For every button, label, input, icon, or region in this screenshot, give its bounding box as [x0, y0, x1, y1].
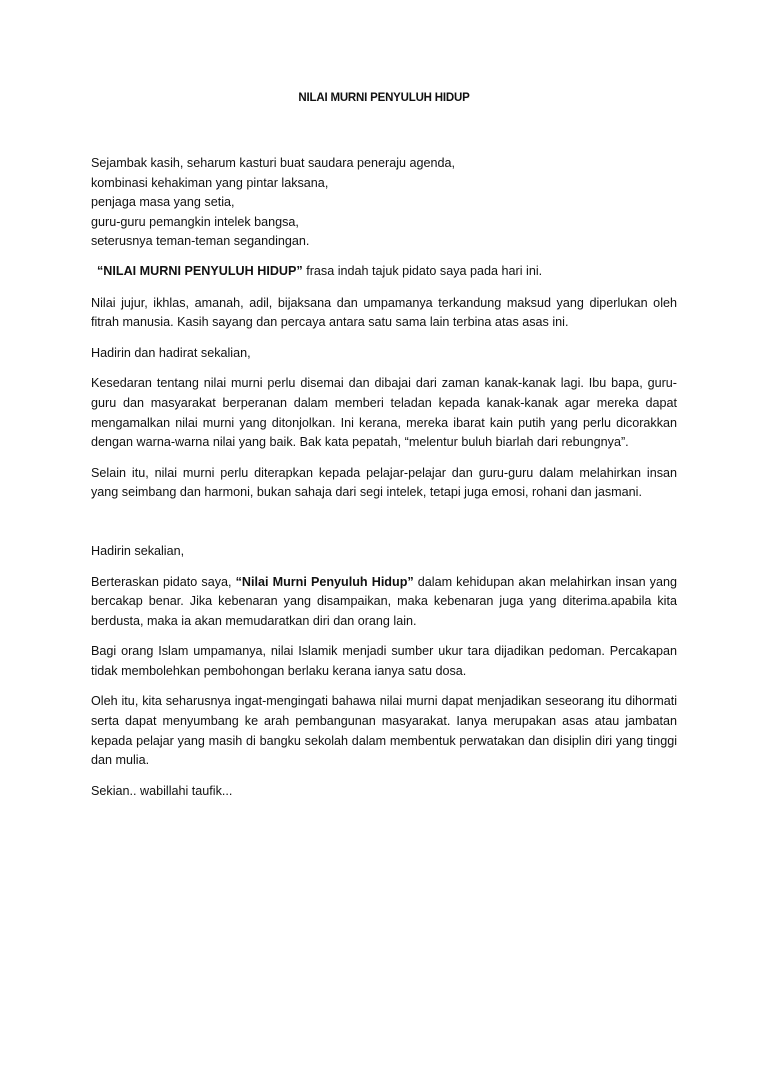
paragraph-1: Nilai jujur, ikhlas, amanah, adil, bijaksana dan umpamanya terkandung maksud yang diperlukan oleh fitrah manusia. Kasih sayang dan percaya antara satu sama lain terbina atas asas ini.: [91, 295, 677, 330]
spacer: [91, 514, 677, 542]
verse-line: kombinasi kehakiman yang pintar laksana,: [91, 175, 329, 190]
p4-after: dalam kehidupan akan melahirkan insan yang bercakap benar. Jika kebenaran yang disampaikan, maka kebenaran juga yang diterima.apabila kita berdusta, maka ia akan memudaratkan diri dan orang lain.: [91, 574, 677, 628]
paragraph-3: Selain itu, nilai murni perlu diterapkan kepada pelajar-pelajar dan guru-guru dalam melahirkan insan yang seimbang dan harmoni, bukan sahaja dari segi intelek, tetapi juga emosi, rohani dan jasmani.: [91, 465, 677, 500]
p4-before: Berteraskan pidato saya,: [91, 574, 236, 589]
opening-verse: [91, 154, 677, 252]
intro-text: frasa indah tajuk pidato saya pada hari ini.: [302, 263, 543, 278]
verse-line: guru-guru pemangkin intelek bangsa,: [91, 214, 299, 229]
document-body: [91, 154, 677, 812]
p4-bold-title: “Nilai Murni Penyuluh Hidup”: [235, 574, 414, 589]
greeting-1: Hadirin dan hadirat sekalian,: [91, 345, 251, 360]
paragraph-5: Bagi orang Islam umpamanya, nilai Islamik menjadi sumber ukur tara dijadikan pedoman. Percakapan tidak membolehkan pembohongan berlaku kerana ianya satu dosa.: [91, 644, 677, 678]
intro-bold-title: “NILAI MURNI PENYULUH HIDUP”: [97, 263, 303, 278]
greeting-2: Hadirin sekalian,: [91, 543, 185, 558]
verse-line: penjaga masa yang setia,: [91, 195, 235, 210]
document-title: NILAI MURNI PENYULUH HIDUP: [298, 92, 470, 104]
paragraph-4: [91, 573, 677, 632]
verse-line: Sejambak kasih, seharum kasturi buat saudara peneraju agenda,: [91, 156, 456, 170]
paragraph-2: Kesedaran tentang nilai murni perlu disemai dan dibajai dari zaman kanak-kanak lagi. Ibu bapa, guru-guru dan masyarakat berperanan dalam memberi teladan kepada kanak-kanak agar mereka dapat mengamalkan nilai murni yang ditonjolkan. Ini kerana, mereka ibarat kain putih yang perlu dicorakkan dengan warna-warna nilai yang baik. Bak kata pepatah, “melentur buluh biarlah dari rebungnya”.: [91, 376, 677, 450]
intro-paragraph: [97, 262, 677, 282]
closing-line: Sekian.. wabillahi taufik...: [91, 783, 233, 798]
verse-line: seterusnya teman-teman segandingan.: [91, 234, 310, 249]
paragraph-6: Oleh itu, kita seharusnya ingat-mengingati bahawa nilai murni dapat menjadikan seseorang itu dihormati serta dapat menyumbang ke arah pembangunan masyarakat. Ianya merupakan asas atau jambatan kepada pelajar yang masih di bangku sekolah dalam membentuk perwatakan dan disiplin diri yang tinggi dan mulia.: [91, 694, 677, 768]
